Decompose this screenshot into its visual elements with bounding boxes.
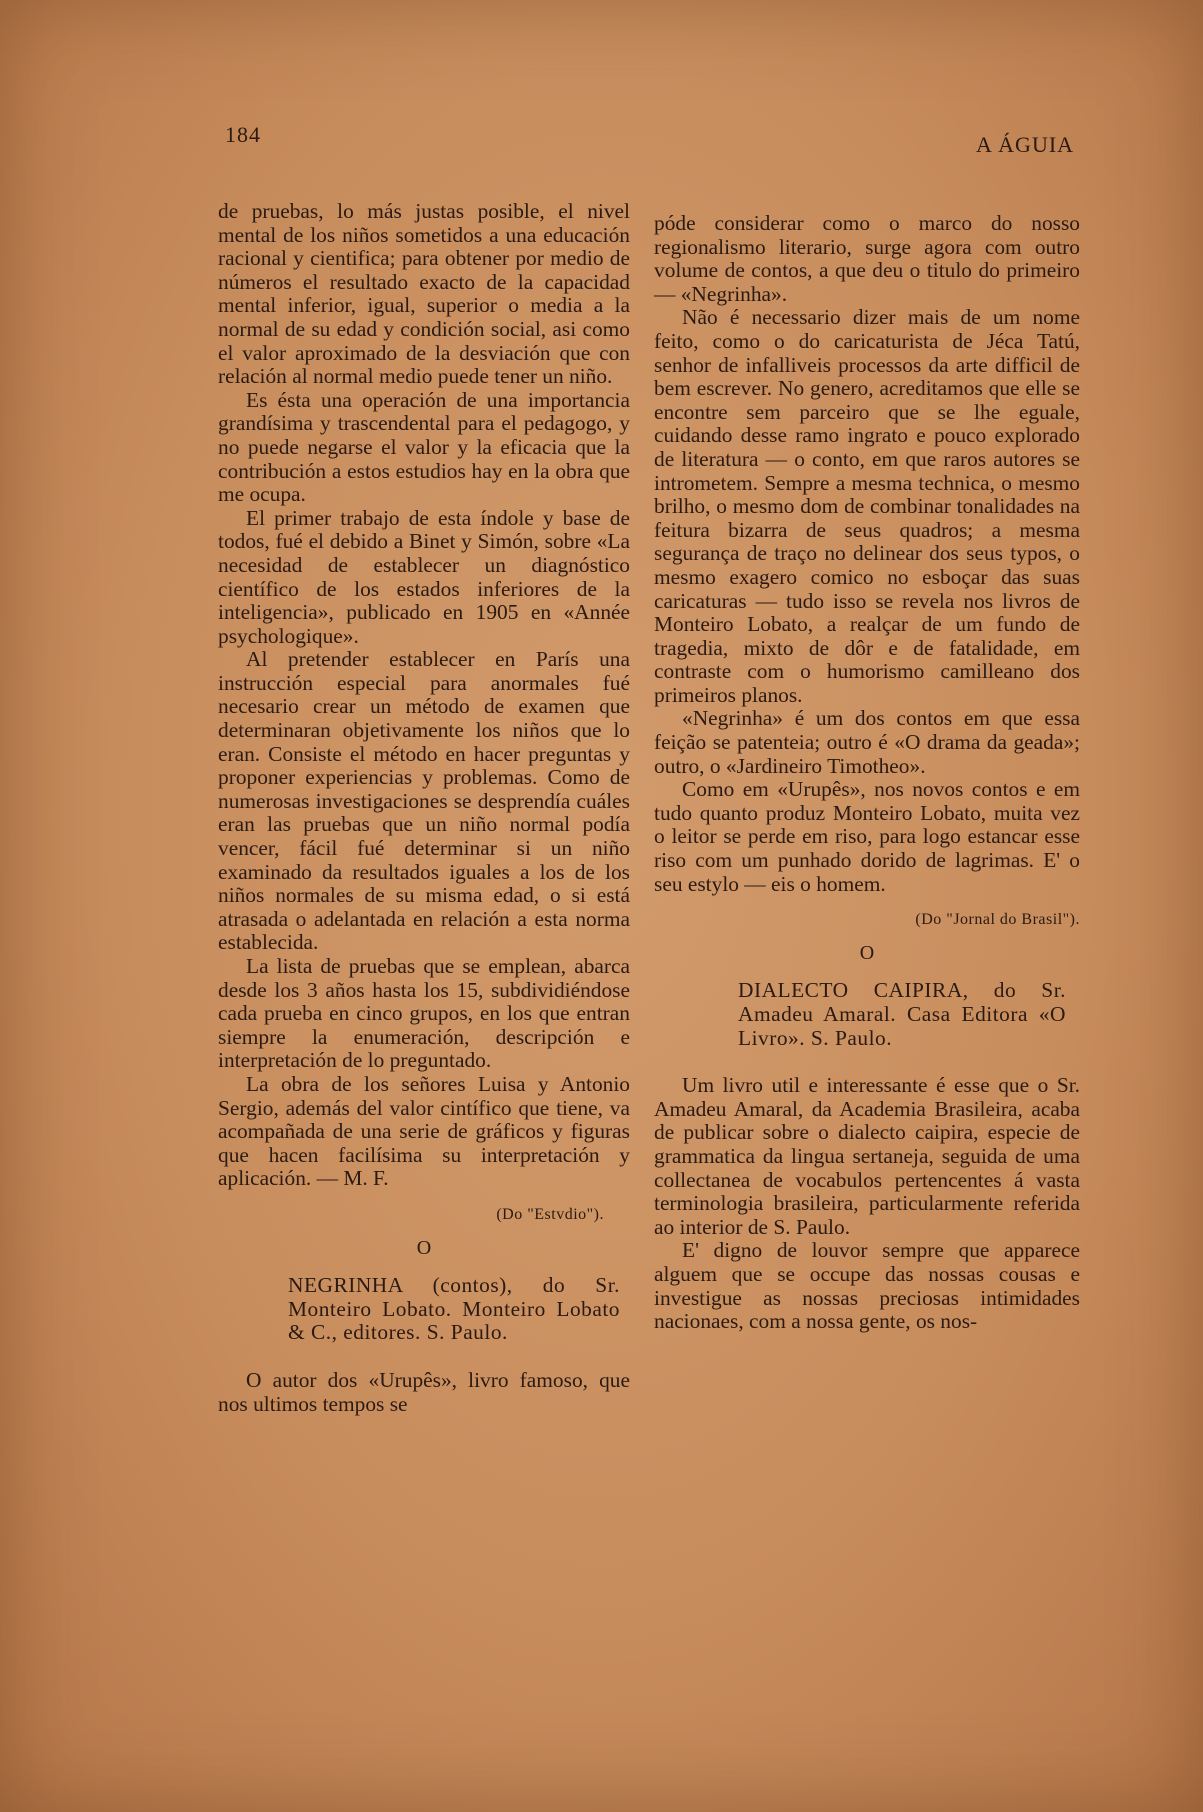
paragraph: Como em «Urupês», nos novos contos e em tudo quanto produz Monteiro Lobato, muita vez o leitor se perde em riso, para logo estancar esse riso com um punhado dorido de lagrimas. E' o seu estylo — eis o homem.: [654, 777, 1080, 896]
paragraph: «Negrinha» é um dos contos em que essa feição se patenteia; outro é «O drama da geada»; outro, o «Jardineiro Timotheo».: [654, 706, 1080, 778]
paragraph: Não é necessario dizer mais de um nome feito, como o do caricaturista de Jéca Tatú, senhor de infalliveis processos da arte difficil de bem escrever. No genero, acreditamos que elle se encontre sem parceiro que se lhe eguale, cuidando desse ramo ingrato e pouco explorado de literatura — o conto, em que raros autores se intrometem. Sempre a mesma technica, o mesmo brilho, o mesmo dom de combinar tonalidades na feitura bizarra de seus quadros; a mesma segurança de traço no delinear dos seus typos, o mesmo exagero comico no esboçar das suas caricaturas — tudo isso se revela nos livros de Monteiro Lobato, a realçar de um fundo de tragedia, mixto de dôr e de fatalidade, em contraste com o humorismo camilleano dos primeiros planos.: [654, 305, 1080, 707]
left-column: [218, 200, 630, 1416]
source-citation: (Do "Estvdio").: [496, 1205, 604, 1223]
paragraph: O autor dos «Urupês», livro famoso, que nos ultimos tempos se: [218, 1367, 630, 1416]
right-column: [654, 212, 1080, 1334]
paragraph: El primer trabajo de esta índole y base de todos, fué el debido a Binet y Simón, sobre «La necesidad de establecer un diagnóstico científico de los estados inferiores de la inteligencia», publicado en 1905 en «Année psychologique».: [218, 505, 630, 648]
paragraph: Um livro util e interessante é esse que o Sr. Amadeu Amaral, da Academia Brasileira, acaba de publicar sobre o dialecto caipira, especie de grammatica da lingua sertaneja, seguida de uma collectanea de vocabulos pertencentes á vasta terminologia brasileira, particularmente referida ao interior de S. Paulo.: [654, 1073, 1080, 1239]
section-separator: O: [416, 1236, 432, 1259]
paragraph: Es ésta una operación de una importancia grandísima y trascendental para el pedagogo, y no puede negarse el valor y la eficacia que la contribución a estos estudios hay en la obra que me ocupa.: [218, 387, 630, 507]
running-title: A ÁGUIA: [976, 132, 1075, 157]
paragraph: E' digno de louvor sempre que apparece alguem que se occupe das nossas cousas e investigue as nossas preciosas intimidades nacionaes, com a nossa gente, os nos-: [654, 1238, 1080, 1334]
paragraph: de pruebas, lo más justas posible, el nivel mental de los niños sometidos a una educación racional y cientifica; para obtener por medio de números el resultado exacto de la capacidad mental inferior, igual, superior o media a la normal de su edad y condición social, asi como el valor aproximado de la desviación que con relación al normal medio puede tener un niño.: [218, 199, 630, 389]
paragraph: póde considerar como o marco do nosso regionalismo literario, surge agora com outro volume de contos, a que deu o titulo do primeiro — «Negrinha».: [654, 211, 1080, 306]
paragraph: La obra de los señores Luisa y Antonio Sergio, además del valor cintífico que tiene, va acompañada de una serie de gráficos y figuras que hacen facilísima su interpretación y aplicación. — M. F.: [218, 1071, 630, 1191]
review-title-text: NEGRINHA (contos), do Sr. Monteiro Lobato. Monteiro Lobato & C., editores. S. Paulo.: [288, 1273, 620, 1345]
review-title-text: DIALECTO CAIPIRA, do Sr. Amadeu Amaral. Casa Editora «O Livro». S. Paulo.: [738, 978, 1066, 1050]
paragraph: La lista de pruebas que se emplean, abarca desde los 3 años hasta los 15, subdividiéndose cada prueba en cinco grupos, en los que entran siempre la enumeración, descripción e interpretación de lo preguntado.: [218, 954, 630, 1073]
review-heading: [654, 979, 1080, 1050]
review-heading: [218, 1274, 630, 1345]
page-number: 184: [225, 122, 261, 147]
source-citation: (Do "Jornal do Brasil").: [915, 911, 1080, 929]
section-separator: O: [859, 941, 875, 964]
paragraph: Al pretender establecer en París una instrucción especial para anormales fué necesario crear un método de examen que determinaran objetivamente los niños que lo eran. Consiste el método en hacer preguntas y proponer experiencias y problemas. Como de numerosas investigaciones se desprendía cuáles eran las pruebas que un niño normal podía vencer, fácil fué determinar si un niño examinado da resultados iguales a los de los niños normales de su misma edad, o si está atrasada o adelantada en relación a esta norma establecida.: [218, 647, 630, 955]
